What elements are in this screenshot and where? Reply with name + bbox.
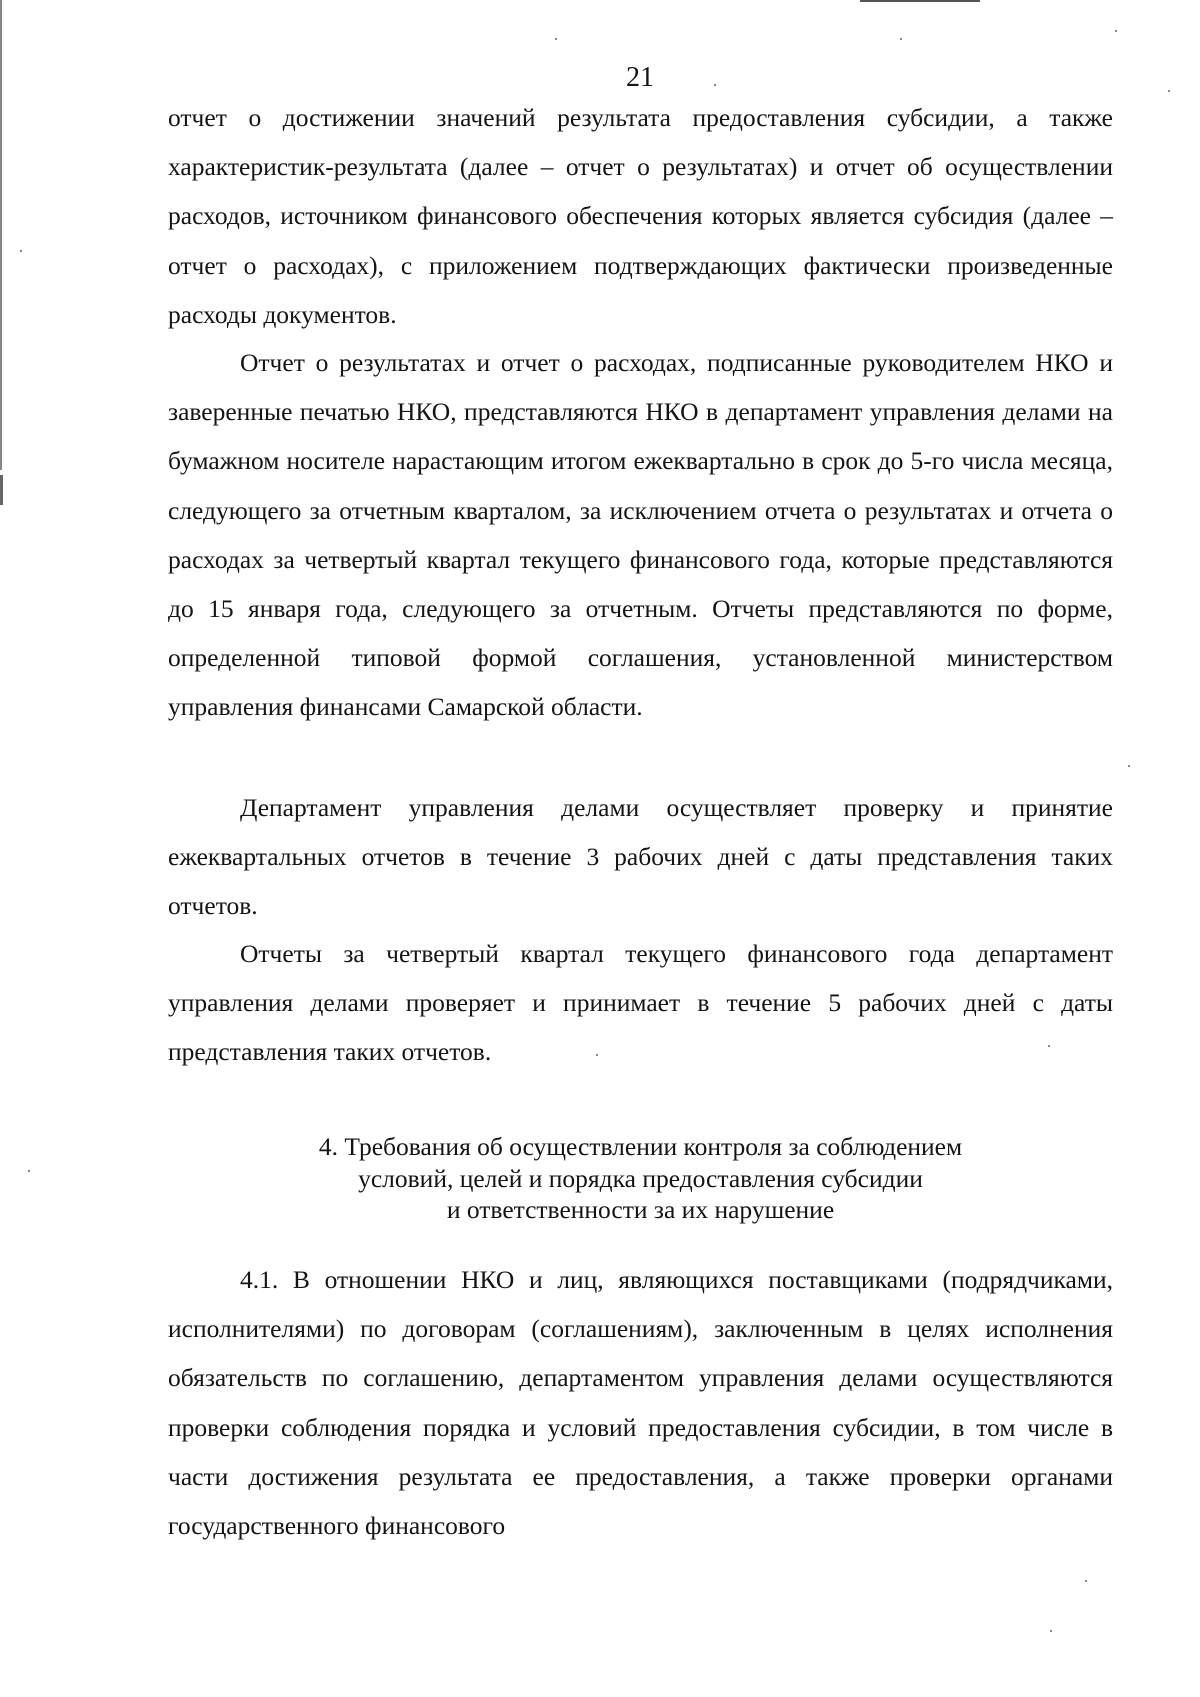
scan-speck <box>900 38 902 40</box>
paragraph-continuation: отчет о достижении значений результата предоставления субсидии, а также характеристик-результата (далее – отчет о результатах) и отчет об осуществлении расходов, источником финансового обеспечения которых является субсидия (далее – отчет о расходах), с приложением подтверждающих фактически произведенные расходы документов. <box>168 103 1113 329</box>
scan-speck <box>1050 1630 1052 1632</box>
section-heading-line: и ответственности за их нарушение <box>446 1195 835 1224</box>
scan-speck <box>20 250 22 252</box>
scan-speck <box>28 1170 30 1172</box>
paragraph-quarterly-review: Департамент управления делами осуществляет проверку и принятие ежеквартальных отчетов в течение 3 рабочих дней с даты представления таких отчетов. <box>168 793 1113 921</box>
scan-speck <box>555 38 557 40</box>
paragraph-fourth-quarter-review: Отчеты за четвертый квартал текущего финансового года департамент управления делами проверяет и принимает в течение 5 рабочих дней с даты представления таких отчетов. <box>168 939 1113 1067</box>
page-number: 21 <box>626 62 654 93</box>
scan-speck <box>1115 30 1117 32</box>
scan-artifact-line <box>860 0 980 2</box>
section-heading-line: условий, целей и порядка предоставления субсидии <box>358 1163 923 1193</box>
paragraph-report-submission: Отчет о результатах и отчет о расходах, подписанные руководителем НКО и заверенные печатью НКО, представляются НКО в департамент управления делами на бумажном носителе нарастающим итогом ежеквартально в срок до 5-го числа месяца, следующего за отчетным кварталом, за исключением отчета о результатах и отчета о расходах за четвертый квартал текущего финансового года, которые представляются до 15 января года, следующего за отчетным. Отчеты представляются по форме, определенной типовой формой соглашения, установленной министерством управления финансами Самарской области. <box>168 348 1113 722</box>
scan-speck <box>1128 765 1130 767</box>
paragraph-section-4-1: 4.1. В отношении НКО и лиц, являющихся поставщиками (подрядчиками, исполнителями) по договорам (соглашениям), заключенным в целях исполнения обязательств по соглашению, департаментом управления делами осуществляются проверки соблюдения порядка и условий предоставления субсидии, в том числе в части достижения результата ее предоставления, а также проверки органами государственного финансового <box>168 1265 1113 1541</box>
section-heading-line: 4. Требования об осуществлении контроля за соблюдением <box>318 1132 963 1161</box>
section-heading <box>168 1131 1113 1226</box>
scan-speck <box>1085 1580 1087 1582</box>
scan-artifact-edge <box>0 475 3 505</box>
